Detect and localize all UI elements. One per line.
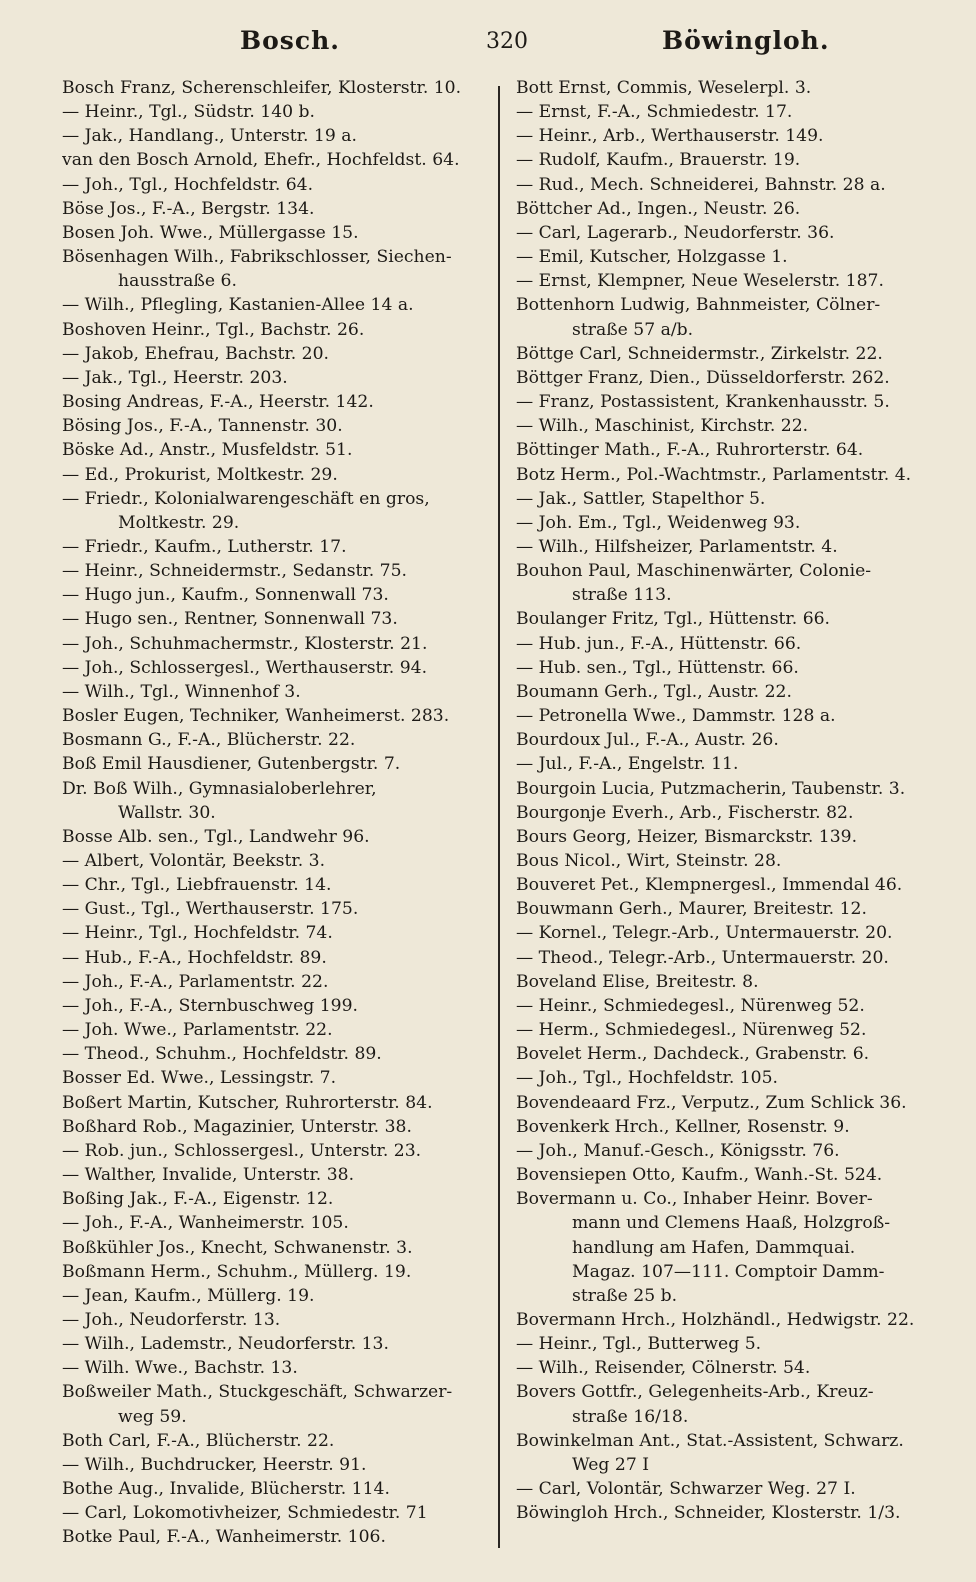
directory-entry: Dr. Boß Wilh., Gymnasialoberlehrer, xyxy=(62,778,377,799)
directory-entry: Bowinkelman Ant., Stat.-Assistent, Schwarz. xyxy=(516,1430,904,1451)
directory-entry: — Jak., Sattler, Stapelthor 5. xyxy=(516,488,766,509)
directory-entry-continuation: Moltkestr. 29. xyxy=(118,512,240,533)
directory-entry: Bovenkerk Hrch., Kellner, Rosenstr. 9. xyxy=(516,1116,850,1137)
directory-entry: Boßing Jak., F.-A., Eigenstr. 12. xyxy=(62,1189,334,1210)
directory-entry: — Hub., F.-A., Hochfeldstr. 89. xyxy=(62,947,327,968)
directory-entry-continuation: Magaz. 107—111. Comptoir Damm- xyxy=(572,1261,885,1282)
directory-entry: Böwingloh Hrch., Schneider, Klosterstr. 1/3. xyxy=(516,1503,901,1524)
directory-entry: Boßweiler Math., Stuckgeschäft, Schwarzer- xyxy=(62,1382,453,1403)
directory-entry: Bosmann G., F.-A., Blücherstr. 22. xyxy=(62,730,356,751)
directory-entry: — Heinr., Arb., Werthauserstr. 149. xyxy=(516,126,824,147)
directory-entry: Bovermann Hrch., Holzhändl., Hedwigstr. 22. xyxy=(516,1309,915,1330)
directory-entry: Bous Nicol., Wirt, Steinstr. 28. xyxy=(516,851,782,871)
directory-entry-continuation: Wallstr. 30. xyxy=(118,802,216,823)
directory-entry: — Franz, Postassistent, Krankenhausstr. 5. xyxy=(516,392,890,413)
directory-entry: Boßert Martin, Kutscher, Ruhrorterstr. 84. xyxy=(62,1092,433,1113)
directory-entry-continuation: straße 25 b. xyxy=(572,1285,678,1306)
directory-entry: — Emil, Kutscher, Holzgasse 1. xyxy=(516,247,788,268)
directory-entry: — Wilh. Wwe., Bachstr. 13. xyxy=(62,1358,298,1379)
directory-entry: — Heinr., Tgl., Hochfeldstr. 74. xyxy=(62,923,333,944)
directory-entry-continuation: Weg 27 I xyxy=(572,1454,650,1475)
directory-entry: Bosen Joh. Wwe., Müllergasse 15. xyxy=(62,222,359,243)
directory-entry: — Jakob, Ehefrau, Bachstr. 20. xyxy=(62,343,329,364)
directory-entry: Bourgoin Lucia, Putzmacherin, Taubenstr. 3. xyxy=(516,778,906,799)
directory-entry: Böttge Carl, Schneidermstr., Zirkelstr. 22. xyxy=(516,343,883,364)
header-right-keyword: Böwingloh. xyxy=(662,26,830,55)
column-divider xyxy=(498,86,500,1548)
directory-entry: Both Carl, F.-A., Blücherstr. 22. xyxy=(62,1430,335,1451)
directory-entry: Botz Herm., Pol.-Wachtmstr., Parlamentstr. 4. xyxy=(516,464,912,485)
directory-entry: Bosing Andreas, F.-A., Heerstr. 142. xyxy=(62,392,374,413)
directory-entry: Böttger Franz, Dien., Düsseldorferstr. 262. xyxy=(516,367,890,388)
directory-entry: — Joh., Schuhmachermstr., Klosterstr. 21. xyxy=(62,633,428,654)
directory-entry: Boß Emil Hausdiener, Gutenbergstr. 7. xyxy=(62,754,401,775)
directory-entry: Bosch Franz, Scherenschleifer, Klosterstr. 10. xyxy=(62,78,462,98)
directory-entry-continuation: mann und Clemens Haaß, Holzgroß- xyxy=(572,1213,891,1234)
directory-entry: — Chr., Tgl., Liebfrauenstr. 14. xyxy=(62,875,332,896)
directory-entry: Böse Jos., F.-A., Bergstr. 134. xyxy=(62,198,315,219)
directory-entry: — Carl, Lagerarb., Neudorferstr. 36. xyxy=(516,222,835,243)
directory-entry: — Heinr., Schmiedegesl., Nürenweg 52. xyxy=(516,995,865,1016)
directory-entry: — Jean, Kaufm., Müllerg. 19. xyxy=(62,1285,315,1306)
directory-entry: — Carl, Volontär, Schwarzer Weg. 27 I. xyxy=(516,1479,856,1500)
directory-entry: — Joh., Manuf.-Gesch., Königsstr. 76. xyxy=(516,1140,840,1161)
directory-entry: — Friedr., Kaufm., Lutherstr. 17. xyxy=(62,536,347,557)
directory-entry: — Hub. jun., F.-A., Hüttenstr. 66. xyxy=(516,633,802,654)
right-column xyxy=(516,76,944,1525)
directory-entry: — Wilh., Reisender, Cölnerstr. 54. xyxy=(516,1358,811,1379)
directory-entry: Botke Paul, F.-A., Wanheimerstr. 106. xyxy=(62,1527,386,1548)
directory-entry: Bovers Gottfr., Gelegenheits-Arb., Kreuz- xyxy=(516,1382,874,1403)
directory-entry: Boßkühler Jos., Knecht, Schwanenstr. 3. xyxy=(62,1237,413,1258)
directory-entry: — Rud., Mech. Schneiderei, Bahnstr. 28 a. xyxy=(516,174,886,195)
directory-entry: — Gust., Tgl., Werthauserstr. 175. xyxy=(62,899,359,920)
directory-entry: — Joh., Neudorferstr. 13. xyxy=(62,1309,281,1330)
directory-entry: — Hugo sen., Rentner, Sonnenwall 73. xyxy=(62,609,398,630)
directory-entry: — Petronella Wwe., Dammstr. 128 a. xyxy=(516,706,836,727)
directory-entry-continuation: hausstraße 6. xyxy=(118,271,237,292)
directory-entry: Bourgonje Everh., Arb., Fischerstr. 82. xyxy=(516,802,854,823)
directory-entry: — Friedr., Kolonialwarengeschäft en gros, xyxy=(62,488,430,509)
directory-entry: — Albert, Volontär, Beekstr. 3. xyxy=(62,851,326,871)
directory-entry: Bovelet Herm., Dachdeck., Grabenstr. 6. xyxy=(516,1044,870,1065)
directory-entry: van den Bosch Arnold, Ehefr., Hochfeldst. 64. xyxy=(62,150,460,171)
directory-entry: Bosse Alb. sen., Tgl., Landwehr 96. xyxy=(62,826,370,847)
directory-entry: — Wilh., Maschinist, Kirchstr. 22. xyxy=(516,416,809,437)
header-left-keyword: Bosch. xyxy=(240,26,340,55)
directory-entry: Bouveret Pet., Klempnergesl., Immendal 46. xyxy=(516,875,903,896)
directory-entry: Boulanger Fritz, Tgl., Hüttenstr. 66. xyxy=(516,609,831,630)
page-header xyxy=(0,26,976,66)
directory-entry: — Joh., F.-A., Parlamentstr. 22. xyxy=(62,971,329,992)
directory-entry-continuation: straße 57 a/b. xyxy=(572,319,694,340)
directory-entry: Böttcher Ad., Ingen., Neustr. 26. xyxy=(516,198,801,219)
directory-entry: — Joh. Wwe., Parlamentstr. 22. xyxy=(62,1020,333,1041)
directory-entry: Bouhon Paul, Maschinenwärter, Colonie- xyxy=(516,561,872,582)
directory-entry: Bouwmann Gerh., Maurer, Breitestr. 12. xyxy=(516,899,867,920)
directory-entry: Bovermann u. Co., Inhaber Heinr. Bover- xyxy=(516,1189,873,1210)
page-number: 320 xyxy=(486,29,528,54)
directory-entry: — Heinr., Schneidermstr., Sedanstr. 75. xyxy=(62,561,408,582)
directory-entry: — Wilh., Lademstr., Neudorferstr. 13. xyxy=(62,1334,389,1355)
directory-entry-continuation: weg 59. xyxy=(118,1406,187,1427)
directory-entry-continuation: straße 16/18. xyxy=(572,1406,689,1427)
left-column xyxy=(62,76,488,1550)
directory-entry: — Joh., Tgl., Hochfeldstr. 105. xyxy=(516,1068,779,1089)
directory-entry: — Joh., Tgl., Hochfeldstr. 64. xyxy=(62,174,314,195)
directory-entry: — Walther, Invalide, Unterstr. 38. xyxy=(62,1165,355,1186)
directory-entry: — Joh., F.-A., Sternbuschweg 199. xyxy=(62,995,359,1016)
directory-entry: Bösenhagen Wilh., Fabrikschlosser, Siechen- xyxy=(62,247,452,268)
directory-entry: — Ernst, Klempner, Neue Weselerstr. 187. xyxy=(516,271,884,292)
directory-entry: — Rob. jun., Schlossergesl., Unterstr. 23. xyxy=(62,1140,422,1161)
directory-entry: Boßmann Herm., Schuhm., Müllerg. 19. xyxy=(62,1261,412,1282)
directory-entry: — Heinr., Tgl., Butterweg 5. xyxy=(516,1334,762,1355)
directory-entry: — Wilh., Pflegling, Kastanien-Allee 14 a. xyxy=(62,295,414,316)
directory-entry: Bothe Aug., Invalide, Blücherstr. 114. xyxy=(62,1479,390,1500)
directory-entry: — Heinr., Tgl., Südstr. 140 b. xyxy=(62,102,316,123)
directory-entry: Bours Georg, Heizer, Bismarckstr. 139. xyxy=(516,826,858,847)
directory-entry: Bottenhorn Ludwig, Bahnmeister, Cölner- xyxy=(516,295,881,316)
directory-entry: — Jak., Handlang., Unterstr. 19 a. xyxy=(62,126,357,147)
directory-entry: Bott Ernst, Commis, Weselerpl. 3. xyxy=(516,78,812,98)
directory-entry: Boveland Elise, Breitestr. 8. xyxy=(516,971,759,992)
directory-entry: Boumann Gerh., Tgl., Austr. 22. xyxy=(516,681,792,702)
directory-entry: — Wilh., Hilfsheizer, Parlamentstr. 4. xyxy=(516,536,838,557)
directory-entry: Bovensiepen Otto, Kaufm., Wanh.-St. 524. xyxy=(516,1165,883,1186)
directory-entry: — Joh. Em., Tgl., Weidenweg 93. xyxy=(516,512,801,533)
directory-entry-continuation: handlung am Hafen, Dammquai. xyxy=(572,1237,856,1258)
directory-entry: — Hub. sen., Tgl., Hüttenstr. 66. xyxy=(516,657,799,678)
directory-entry: — Carl, Lokomotivheizer, Schmiedestr. 71 xyxy=(62,1503,428,1524)
directory-entry-continuation: straße 113. xyxy=(572,585,672,606)
directory-entry: Bosser Ed. Wwe., Lessingstr. 7. xyxy=(62,1068,337,1089)
directory-entry: — Wilh., Buchdrucker, Heerstr. 91. xyxy=(62,1454,367,1475)
directory-entry: — Ed., Prokurist, Moltkestr. 29. xyxy=(62,464,338,485)
directory-entry: — Herm., Schmiedegesl., Nürenweg 52. xyxy=(516,1020,867,1041)
directory-entry: — Joh., F.-A., Wanheimerstr. 105. xyxy=(62,1213,349,1234)
directory-entry: — Ernst, F.-A., Schmiedestr. 17. xyxy=(516,102,793,123)
directory-entry: Bovendeaard Frz., Verputz., Zum Schlick 36. xyxy=(516,1092,907,1113)
directory-entry: — Joh., Schlossergesl., Werthauserstr. 94. xyxy=(62,657,428,678)
directory-entry: — Kornel., Telegr.-Arb., Untermauerstr. 20. xyxy=(516,923,893,944)
directory-entry: — Jul., F.-A., Engelstr. 11. xyxy=(516,754,739,775)
directory-entry: Bourdoux Jul., F.-A., Austr. 26. xyxy=(516,730,779,751)
directory-entry: — Theod., Schuhm., Hochfeldstr. 89. xyxy=(62,1044,382,1065)
directory-entry: Bösing Jos., F.-A., Tannenstr. 30. xyxy=(62,416,343,437)
directory-entry: Böttinger Math., F.-A., Ruhrorterstr. 64. xyxy=(516,440,864,461)
directory-entry: — Jak., Tgl., Heerstr. 203. xyxy=(62,367,288,388)
directory-entry: Bosler Eugen, Techniker, Wanheimerst. 283. xyxy=(62,706,450,727)
directory-entry: — Rudolf, Kaufm., Brauerstr. 19. xyxy=(516,150,801,171)
directory-entry: Böske Ad., Anstr., Musfeldstr. 51. xyxy=(62,440,353,461)
directory-entry: — Hugo jun., Kaufm., Sonnenwall 73. xyxy=(62,585,389,606)
directory-entry: Boßhard Rob., Magazinier, Unterstr. 38. xyxy=(62,1116,412,1137)
directory-entry: — Wilh., Tgl., Winnenhof 3. xyxy=(62,681,301,702)
directory-entry: Boshoven Heinr., Tgl., Bachstr. 26. xyxy=(62,319,365,340)
directory-entry: — Theod., Telegr.-Arb., Untermauerstr. 20. xyxy=(516,947,889,968)
